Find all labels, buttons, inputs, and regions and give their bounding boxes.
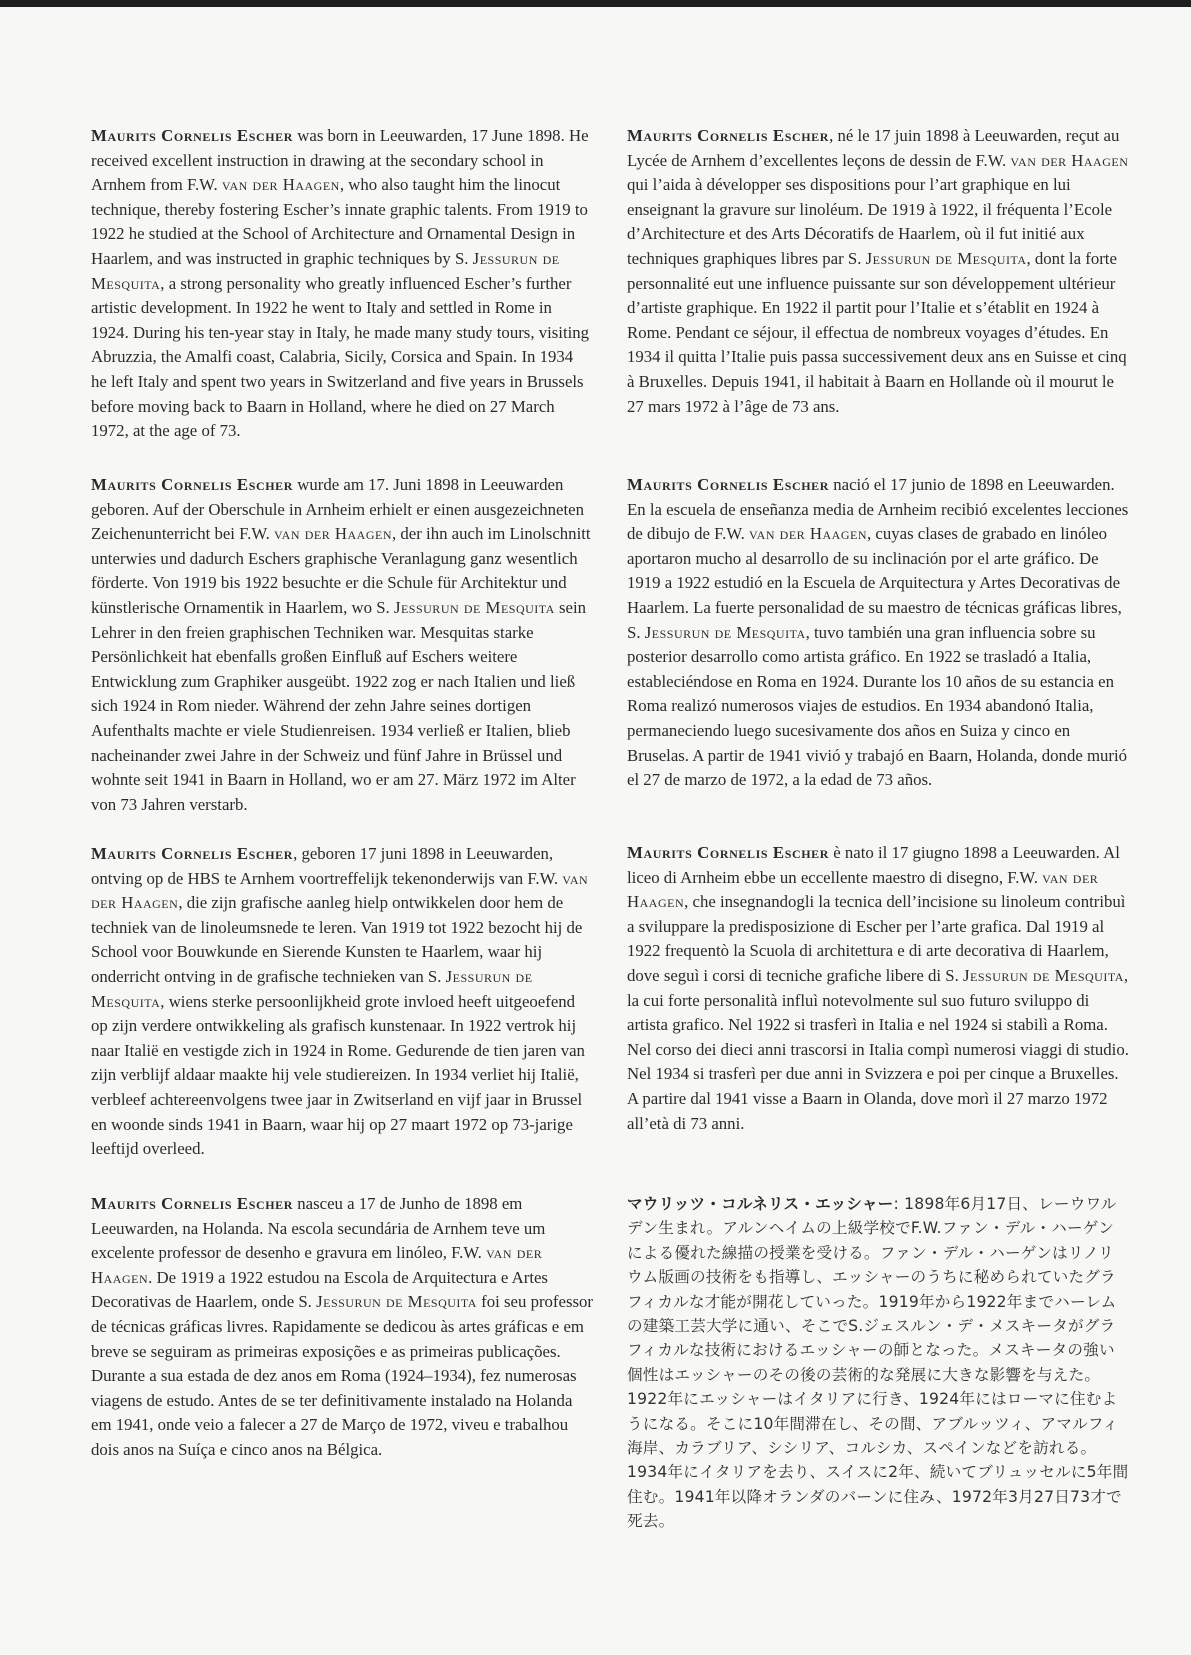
bio-small-caps-name: Jessurun de Mesquita (962, 965, 1124, 985)
bio-text: è nato il 17 giugno 1898 a Leeuwarden. Al liceo di Arnheim ebbe un eccellente maestro di disegno, F.W. (627, 843, 1120, 887)
bio-text: , cuyas clases de grabado en linóleo aportaron mucho al desarrollo de su inclinación por el arte gráfico. De 1919 a 1922 estudió en la Escuela de Arquitectura y Artes Decorativas de Haarlem. La fuerte personalidad de su maestro de técnicas gráficas libres, S. (627, 524, 1122, 642)
bio-text: : 1898年6月17日、レーウワルデン生まれ。アルンヘイムの上級学校でF.W.ファン・デル・ハーゲンによる優れた線描の授業を受ける。ファン・デル・ハーゲンはリノリウム版画の技術をも指導し、エッシャーのうちに秘められていたグラフィカルな才能が開花していった。1919年から1922年までハーレムの建築工芸大学に通い、そこでS.ジェスルン・デ・メスキータがグラフィカルな技術におけるエッシャーの師となった。メスキータの強い個性はエッシャーのその後の芸術的な発展に大きな影響を与えた。1922年にエッシャーはイタリアに行き、1924年にはローマに住むようになる。そこに10年間滞在し、その間、アブルッツィ、アマルフィ海岸、カラブリア、シシリア、コルシカ、スペインなどを訪れる。1934年にイタリアを去り、スイスに2年、続いてブリュッセルに5年間住む。1941年以降オランダのバーンに住み、1972年3月27日73才で死去。 (627, 1195, 1129, 1531)
bio-text: wurde am 17. Juni 1898 in Leeuwarden geboren. Auf der Oberschule in Arnheim erhielt er einen ausgezeichneten Zeichenunterricht bei F.W. (91, 475, 584, 544)
bio-name: Maurits Cornelis Escher (91, 475, 294, 494)
bio-small-caps-name: van der Haagen (274, 524, 393, 544)
bio-spanish (627, 473, 1129, 793)
bio-small-caps-name: Jessurun de Mesquita (393, 597, 555, 617)
bio-text: , a strong personality who greatly influenced Escher’s further artistic development. In 1922 he went to Italy and settled in Rome in 1924. During his ten-year stay in Italy, he made many study tours, visiting Abruzzia, the Amalfi coast, Calabria, Sicily, Corsica and Spain. In 1934 he left Italy and spent two years in Switzerland and five years in Brussels before moving back to Baarn in Holland, where he died on 27 March 1972, at the age of 73. (91, 273, 590, 441)
bio-dutch (91, 842, 593, 1162)
bio-name: Maurits Cornelis Escher (91, 844, 294, 863)
bio-italian (627, 841, 1129, 1136)
bio-text: qui l’aida à développer ses dispositions pour l’art graphique en lui enseignant la gravure sur linoléum. De 1919 à 1922, il fréquenta l’Ecole d’Architecture et des Arts Décoratifs de Haarlem, où il fut initié aux techniques graphiques libres par S. (627, 175, 1113, 268)
bio-name: Maurits Cornelis Escher (627, 475, 830, 494)
bio-text: foi seu professor de técnicas gráficas livres. Rapidamente se dedicou às artes gráficas e em breve se seguiram as primeiras exposições e as primeiras publicações. Durante a sua estada de dez anos em Roma (1924–1934), fez numerosas viagens de estudo. Antes de se ter definitivamente instalado na Holanda em 1941, onde veio a falecer a 27 de Março de 1972, viveu e trabalhou dois anos na Suíça e cinco anos na Bélgica. (91, 1292, 594, 1459)
bio-text: sein Lehrer in den freien graphischen Techniken war. Mesquitas starke Persönlichkeit hat ebenfalls großen Einfluß auf Eschers weitere Entwicklung zum Graphiker ausgeübt. 1922 zog er nach Italien und ließ sich 1924 in Rom nieder. Während der zehn Jahre seines dortigen Aufenthalts machte er viele Studienreisen. 1934 verließ er Italien, blieb nacheinander zwei Jahre in der Schweiz und fünf Jahre in Brüssel und wohnte seit 1941 in Baarn in Holland, wo er am 27. März 1972 im Alter von 73 Jahren verstarb. (91, 597, 587, 814)
bio-small-caps-name: van der Haagen (749, 524, 867, 544)
bio-text: , dont la forte personnalité eut une influence puissante sur son développement ultérieur d’artiste graphique. En 1922 il partit pour l’Italie et s’établit en 1924 à Rome. Pendant ce séjour, il effectua de nombreux voyages d’études. En 1934 il quitta l’Italie puis passa successivement deux ans en Suisse et cinq à Bruxelles. Depuis 1941, il habitait à Baarn en Hollande où il mourut le 27 mars 1972 à l’âge de 73 ans. (627, 248, 1127, 416)
bio-small-caps-name: van der Haagen (91, 1243, 543, 1287)
bio-text: was born in Leeuwarden, 17 June 1898. He received excellent instruction in drawing at the secondary school in Arnhem from F.W. (91, 126, 589, 195)
bio-text: , who also taught him the linocut technique, thereby fostering Escher’s innate graphic talents. From 1919 to 1922 he studied at the School of Architecture and Ornamental Design in Haarlem, and was instructed in graphic techniques by S. (91, 175, 588, 268)
bio-text: , che insegnandogli la tecnica dell’incisione su linoleum contribuì a sviluppare la predisposizione di Escher per l’arte grafica. Dal 1919 al 1922 frequentò la Scuola di architettura e di arte decorativa di Haarlem, dove seguì i corsi di tecniche grafiche libere di S. (627, 892, 1126, 985)
bio-name: Maurits Cornelis Escher (627, 843, 830, 862)
bio-portuguese (91, 1192, 593, 1463)
bio-small-caps-name: van der Haagen (1010, 150, 1129, 170)
bio-text: , tuvo también una gran influencia sobre su posterior desarrollo como artista gráfico. En 1922 se trasladó a Italia, estableciéndose en Roma en 1924. Durante los 10 años de su estancia en Roma realizó numerosos viajes de estudios. En 1934 abandonó Italia, permaneciendo luego sucesivamente dos años en Suiza y cinco en Bruselas. A partir de 1941 vivió y trabajó en Baarn, Holanda, donde murió el 27 de marzo de 1972, a la edad de 73 años. (627, 622, 1128, 790)
bio-text: , der ihn auch im Linolschnitt unterwies und dadurch Eschers graphische Veranlagung ganz wesentlich förderte. Von 1919 bis 1922 besuchte er die Schule für Architektur und künstlerische Ornamentik in Haarlem, wo S. (91, 524, 591, 617)
bio-small-caps-name: Jessurun de Mesquita (316, 1292, 477, 1312)
bio-text: , la cui forte personalità influì notevolmente sul suo futuro sviluppo di artista grafico. Nel 1922 si trasferì in Italia e nel 1924 si stabilì a Roma. Nel corso dei dieci anni trascorsi in Italia compì numerosi viaggi di studio. Nel 1934 si trasferì per due anni in Svizzera e poi per cinque a Bruxelles. A partire dal 1941 visse a Baarn in Olanda, dove morì il 27 marzo 1972 all’età di 73 anni. (627, 965, 1129, 1133)
bio-name: Maurits Cornelis Escher (91, 126, 294, 145)
bio-small-caps-name: Jessurun de Mesquita (644, 622, 806, 642)
bio-text: nasceu a 17 de Junho de 1898 em Leeuwarden, na Holanda. Na escola secundária de Arnhem teve um excelente professor de desenho e gravura em linóleo, F.W. (91, 1194, 546, 1263)
bio-text: . De 1919 a 1922 estudou na Escola de Arquitectura e Artes Decorativas de Haarlem, onde S. (91, 1267, 548, 1312)
bio-english (91, 124, 593, 444)
bio-small-caps-name: Jessurun de Mesquita (91, 966, 533, 1011)
bio-japanese (627, 1192, 1129, 1534)
bio-german (91, 473, 593, 817)
bio-small-caps-name: Jessurun de Mesquita (91, 248, 560, 293)
bio-small-caps-name: Jessurun de Mesquita (865, 248, 1027, 268)
bio-name: Maurits Cornelis Escher (627, 126, 830, 145)
bio-text: , die zijn grafische aanleg hielp ontwikkelen door hem de techniek van de linoleumsnede te leren. Van 1919 tot 1922 bezocht hij de School voor Bouwkunde en Sierende Kunsten te Haarlem, waar hij onderricht ontving in de grafische technieken van S. (91, 893, 583, 986)
bio-text: nació el 17 junio de 1898 en Leeuwarden. En la escuela de enseñanza media de Arnheim recibió excelentes lecciones de dibujo de F.W. (627, 475, 1129, 544)
bio-french (627, 124, 1129, 419)
bio-small-caps-name: van der Haagen (221, 175, 340, 195)
bio-name: マウリッツ・コルネリス・エッシャー (627, 1195, 894, 1213)
page-top-edge (0, 0, 1191, 7)
bio-small-caps-name: van der Haagen (627, 867, 1099, 912)
bio-text: , né le 17 juin 1898 à Leeuwarden, reçut au Lycée de Arnhem d’excellentes leçons de dessin de F.W. (627, 126, 1120, 170)
bio-small-caps-name: van der Haagen (91, 868, 589, 913)
bio-name: Maurits Cornelis Escher (91, 1194, 294, 1213)
bio-text: , geboren 17 juni 1898 in Leeuwarden, ontving op de HBS te Arnhem voortreffelijk tekenonderwijs van F.W. (91, 844, 563, 888)
bio-text: , wiens sterke persoonlijkheid grote invloed heeft uitgeoefend op zijn verdere ontwikkeling als grafisch kunstenaar. In 1922 vertrok hij naar Italië en vestigde zich in 1924 in Rome. Gedurende de tien jaren van zijn verblijf aldaar maakte hij vele studiereizen. In 1934 verliet hij Italië, verbleef achtereenvolgens twee jaar in Zwitserland en vijf jaar in Brussel en woonde sinds 1941 in Baarn, waar hij op 27 maart 1972 op 73-jarige leeftijd overleed. (91, 991, 585, 1159)
